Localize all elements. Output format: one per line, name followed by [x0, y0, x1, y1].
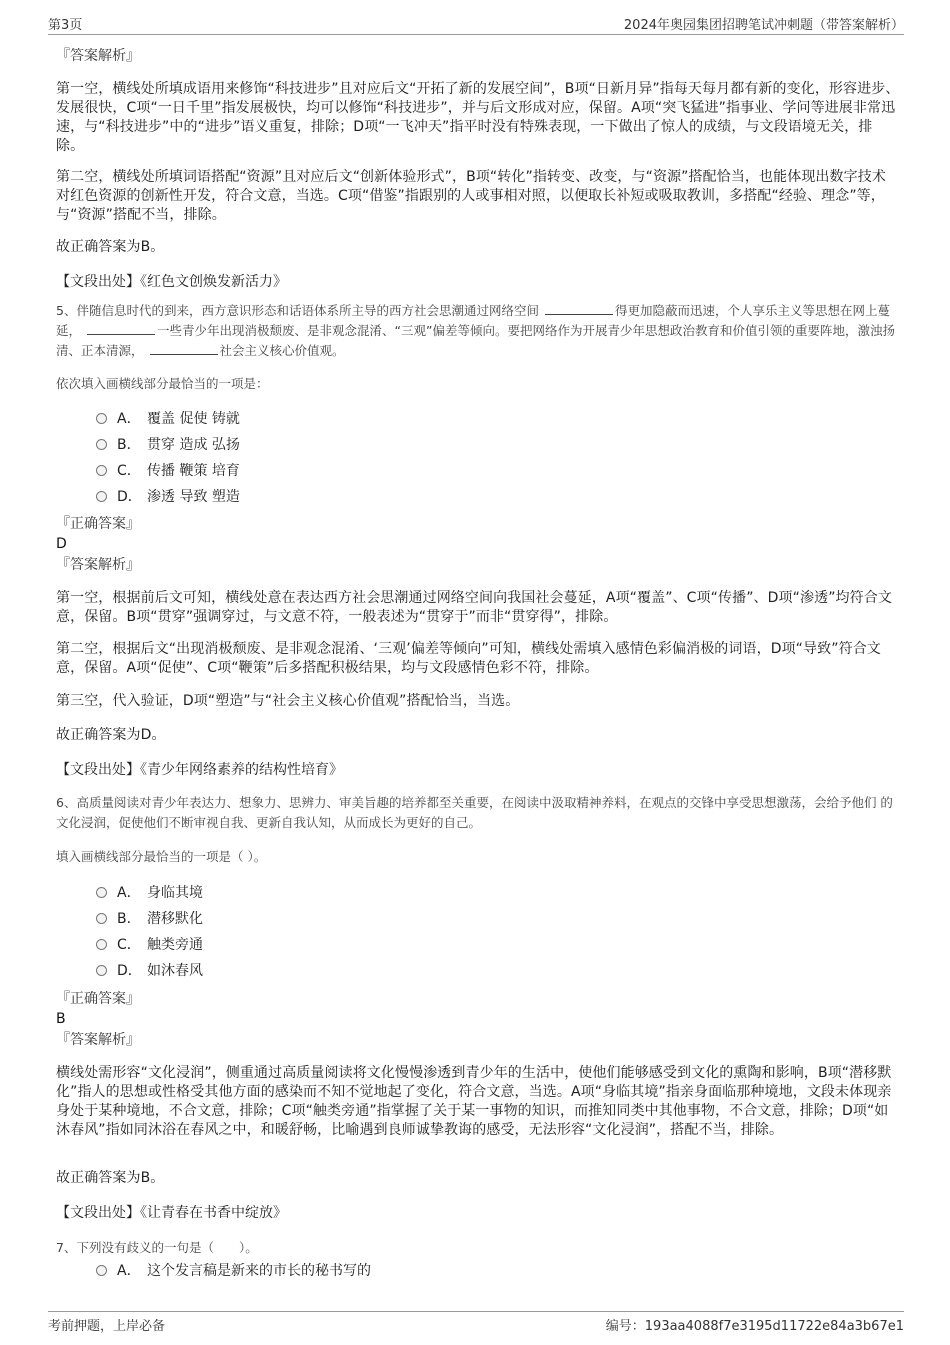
- footer-slogan: 考前押题，上岸必备: [48, 1319, 166, 1334]
- q6-question-text: 6、高质量阅读对青少年表达力、想象力、思辨力、审美旨趣的培养都至关重要，在阅读中汲取精神养料，在观点的交锋中享受思想激荡，会给予他们 的文化浸润，促使他们不断审视自我、更新自我认知，从而成长为更好的自己。: [56, 795, 893, 830]
- q4-analysis-paragraph-2: 第二空，横线处所填词语搭配“资源”且对应后文“创新体验形式”，B项“转化”指转变、改变，与“资源”搭配恰当，也能体现出数字技术对红色资源的创新性开发，符合文意，当选。C项“借鉴”指跟别的人或事相对照，以便取长补短或吸取教训，多搭配“经验、理念”等，与“资源”搭配不当，排除。: [56, 169, 886, 223]
- radio-icon[interactable]: [96, 965, 107, 976]
- q7-question-text: 7、下列没有歧义的一句是（ ）。: [56, 1240, 258, 1255]
- q6-option-c[interactable]: C． 触类旁通: [96, 934, 203, 956]
- radio-icon[interactable]: [96, 465, 107, 476]
- q5-prompt: 依次填入画横线部分最恰当的一项是：: [56, 376, 269, 391]
- q5-option-c[interactable]: C． 传播 鞭策 培育: [96, 460, 240, 482]
- q6-conclusion: 故正确答案为B。: [56, 1170, 165, 1186]
- q4-source: 【文段出处】《红色文创焕发新活力》: [56, 274, 287, 290]
- q5-correct-heading: 『正确答案』: [56, 516, 140, 532]
- q6-correct-heading: 『正确答案』: [56, 991, 140, 1007]
- q5-source: 【文段出处】《青少年网络素养的结构性培育》: [56, 762, 343, 778]
- q5-blank-2: [87, 321, 155, 335]
- radio-icon[interactable]: [96, 439, 107, 450]
- q5-analysis-paragraph-2: 第二空，根据后文“出现消极颓废、是非观念混淆、‘三观’偏差等倾向”可知，横线处需填入感情色彩偏消极的词语，D项“导致”符合文意，保留。A项“促使”、C项“鞭策”后多搭配积极结果，均与文段感情色彩不符，排除。: [56, 641, 881, 676]
- q6-correct-answer: B: [56, 1011, 66, 1027]
- radio-icon[interactable]: [96, 413, 107, 424]
- q5-analysis-paragraph-1: 第一空，根据前后文可知，横线处意在表达西方社会思潮通过网络空间向我国社会蔓延，A项“覆盖”、C项“传播”、D项“渗透”均符合文意，保留。B项“贯穿”强调穿过，与文意不符，一般表述为“贯穿于”而非“贯穿得”，排除。: [56, 590, 892, 625]
- radio-icon[interactable]: [96, 491, 107, 502]
- q6-option-d[interactable]: D． 如沐春风: [96, 960, 203, 982]
- q5-analysis-heading: 『答案解析』: [56, 557, 140, 573]
- q5-blank-3: [150, 341, 218, 355]
- radio-icon[interactable]: [96, 887, 107, 898]
- radio-icon[interactable]: [96, 913, 107, 924]
- q5-correct-answer: D: [56, 536, 67, 552]
- q6-analysis-heading: 『答案解析』: [56, 1032, 140, 1048]
- document-code: 编号：193aa4088f7e3195d11722e84a3b67e1: [605, 1319, 904, 1334]
- q6-analysis-paragraph-1: 横线处需形容“文化浸润”，侧重通过高质量阅读将文化慢慢渗透到青少年的生活中，使他们能够感受到文化的熏陶和影响，B项“潜移默化”指人的思想或性格受其他方面的感染而不知不觉地起了变化，符合文意，当选。A项“身临其境”指亲身面临那种境地，文段未体现亲身处于某种境地，不合文意，排除；C项“触类旁通”指掌握了关于某一事物的知识，而推知同类中其他事物，不合文意，排除；D项“如沐春风”指如同沐浴在春风之中，和暖舒畅，比喻遇到良师诚挚教诲的感受，无法形容“文化浸润”，搭配不当，排除。: [56, 1065, 892, 1138]
- page-header: [48, 14, 904, 35]
- q4-conclusion: 故正确答案为B。: [56, 239, 165, 255]
- q6-option-b[interactable]: B． 潜移默化: [96, 908, 203, 930]
- q5-blank-1: [545, 301, 613, 315]
- page-number: 第3页: [48, 18, 83, 33]
- q7-option-a[interactable]: A． 这个发言稿是新来的市长的秘书写的: [96, 1260, 371, 1282]
- q5-option-b[interactable]: B． 贯穿 造成 弘扬: [96, 434, 240, 456]
- page-footer: [48, 1311, 904, 1335]
- q5-option-a[interactable]: A． 覆盖 促使 铸就: [96, 408, 240, 430]
- radio-icon[interactable]: [96, 939, 107, 950]
- q5-analysis-paragraph-3: 第三空，代入验证，D项“塑造”与“社会主义核心价值观”搭配恰当，当选。: [56, 693, 520, 709]
- q4-analysis-paragraph-1: 第一空，横线处所填成语用来修饰“科技进步”且对应后文“开拓了新的发展空间”，B项“日新月异”指每天每月都有新的变化，形容进步、发展很快，C项“一日千里”指发展极快，均可以修饰“科技进步”，并与后文形成对应，保留。A项“突飞猛进”指事业、学问等进展非常迅速，与“科技进步”中的“进步”语义重复，排除；D项“一飞冲天”指平时没有特殊表现，一下做出了惊人的成绩，与文段语境无关，排除。: [56, 81, 900, 154]
- q6-prompt: 填入画横线部分最恰当的一项是（ ）。: [56, 849, 267, 864]
- document-title: 2024年奥园集团招聘笔试冲刺题（带答案解析）: [623, 18, 904, 33]
- q4-analysis-heading: 『答案解析』: [56, 48, 140, 64]
- q5-conclusion: 故正确答案为D。: [56, 727, 166, 743]
- q6-source: 【文段出处】《让青春在书香中绽放》: [56, 1205, 287, 1221]
- radio-icon[interactable]: [96, 1265, 107, 1276]
- q5-question-text: 5、伴随信息时代的到来，西方意识形态和话语体系所主导的西方社会思潮通过网络空间 得更加隐蔽而迅速，个人享乐主义等思想在网上蔓延， 一些青少年出现消极颓废、是非观念混淆、“三观”偏差等倾向。要把网络作为开展青少年思想政治教育和价值引领的重要阵地，激浊扬清、正本清源， 社会主义核心价值观。: [56, 303, 895, 358]
- q5-option-d[interactable]: D． 渗透 导致 塑造: [96, 486, 240, 508]
- q6-option-a[interactable]: A． 身临其境: [96, 882, 203, 904]
